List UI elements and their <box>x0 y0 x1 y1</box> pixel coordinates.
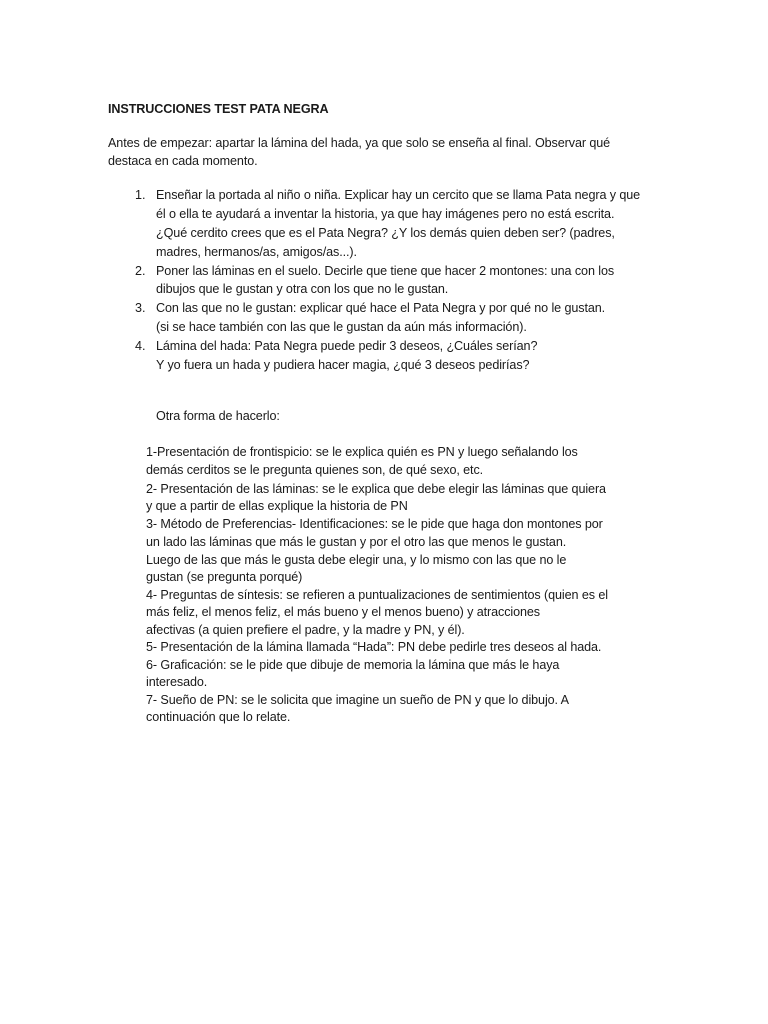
intro-line: Antes de empezar: apartar la lámina del hada, ya que solo se enseña al final. Observar qué <box>108 136 611 150</box>
alt-line: 1-Presentación de frontispicio: se le explica quién es PN y luego señalando los <box>146 445 578 459</box>
step-line: dibujos que le gustan y otra con los que no le gustan. <box>156 282 449 296</box>
alt-line: afectivas (a quien prefiere el padre, y la madre y PN, y él). <box>146 623 465 637</box>
alt-line: un lado las láminas que más le gustan y por el otro las que menos le gustan. <box>146 535 567 549</box>
step-number: 2. <box>135 264 146 278</box>
alt-line: gustan (se pregunta porqué) <box>146 570 303 584</box>
alt-line: más feliz, el menos feliz, el más bueno y el menos bueno) y atracciones <box>146 605 540 619</box>
alt-line: Luego de las que más le gusta debe elegir una, y lo mismo con las que no le <box>146 553 567 567</box>
alt-line: y que a partir de ellas explique la historia de PN <box>146 499 408 513</box>
step-line: Poner las láminas en el suelo. Decirle que tiene que hacer 2 montones: una con los <box>156 264 615 278</box>
step-line: él o ella te ayudará a inventar la historia, ya que hay imágenes pero no está escrita. <box>156 207 615 221</box>
alt-line: 4- Preguntas de síntesis: se refieren a puntualizaciones de sentimientos (quien es el <box>146 588 608 602</box>
step-number: 1. <box>135 188 146 202</box>
step-line: Lámina del hada: Pata Negra puede pedir 3 deseos, ¿Cuáles serían? <box>156 339 538 353</box>
alt-line: 5- Presentación de la lámina llamada “Hada”: PN debe pedirle tres deseos al hada. <box>146 640 602 654</box>
alt-line: 2- Presentación de las láminas: se le explica que debe elegir las láminas que quiera <box>146 482 606 496</box>
alt-line: 7- Sueño de PN: se le solicita que imagine un sueño de PN y que lo dibujo. A <box>146 693 569 707</box>
alt-line: 6- Graficación: se le pide que dibuje de memoria la lámina que más le haya <box>146 658 560 672</box>
step-number: 4. <box>135 339 146 353</box>
alt-line: interesado. <box>146 675 208 689</box>
step-line: Enseñar la portada al niño o niña. Explicar hay un cercito que se llama Pata negra y que <box>156 188 641 202</box>
step-line: Con las que no le gustan: explicar qué hace el Pata Negra y por qué no le gustan. <box>156 301 606 315</box>
step-line: ¿Qué cerdito crees que es el Pata Negra? ¿Y los demás quien deben ser? (padres, <box>156 226 615 240</box>
document-title: INSTRUCCIONES TEST PATA NEGRA <box>108 102 329 116</box>
intro-line: destaca en cada momento. <box>108 154 258 168</box>
alt-line: 3- Método de Preferencias- Identificaciones: se le pide que haga don montones por <box>146 517 603 531</box>
step-number: 3. <box>135 301 146 315</box>
alt-heading: Otra forma de hacerlo: <box>156 409 280 423</box>
step-line: Y yo fuera un hada y pudiera hacer magia, ¿qué 3 deseos pedirías? <box>156 358 530 372</box>
alt-line: demás cerditos se le pregunta quienes son, de qué sexo, etc. <box>146 463 484 477</box>
step-line: (si se hace también con las que le gustan da aún más información). <box>156 320 527 334</box>
alt-line: continuación que lo relate. <box>146 710 291 724</box>
step-line: madres, hermanos/as, amigos/as...). <box>156 245 357 259</box>
